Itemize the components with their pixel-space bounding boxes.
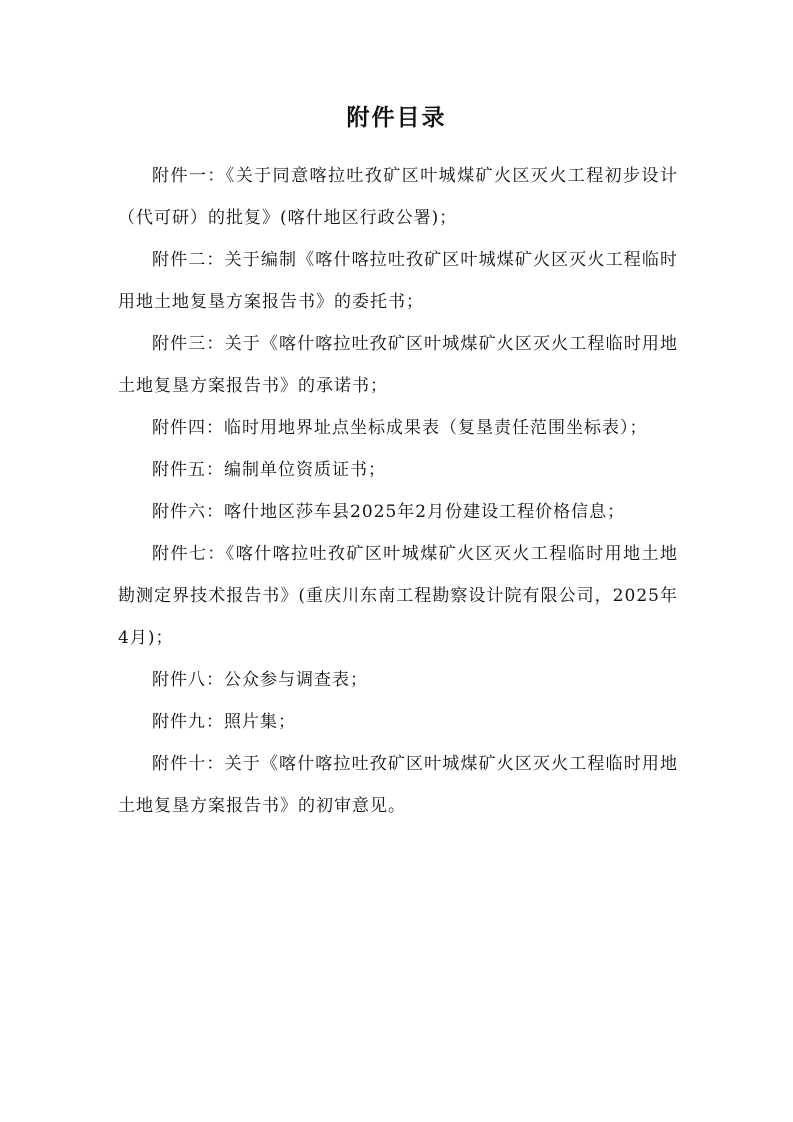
attachment-item-5: 附件五：编制单位资质证书； <box>152 460 386 480</box>
attachment-item-2: 附件二：关于编制《喀什喀拉吐孜矿区叶城煤矿火区灭火工程临时用地土地复垦方案报告书》的委托书； <box>118 250 678 312</box>
attachment-item-7: 附件七：《喀什喀拉吐孜矿区叶城煤矿火区灭火工程临时用地土地勘测定界技术报告书》(重庆川东南工程勘察设计院有限公司，2025年4月)； <box>118 544 678 648</box>
attachment-item-10: 附件十：关于《喀什喀拉吐孜矿区叶城煤矿火区灭火工程临时用地土地复垦方案报告书》的初审意见。 <box>118 754 678 816</box>
page-title: 附件目录 <box>346 104 447 131</box>
attachment-item-1: 附件一：《关于同意喀拉吐孜矿区叶城煤矿火区灭火工程初步设计（代可研）的批复》(喀什地区行政公署)； <box>118 166 678 228</box>
attachment-item-8: 附件八：公众参与调查表； <box>152 670 368 690</box>
attachment-item-9: 附件九：照片集； <box>152 712 296 732</box>
attachment-item-6: 附件六：喀什地区莎车县2025年2月份建设工程价格信息； <box>152 502 626 522</box>
attachment-item-3: 附件三：关于《喀什喀拉吐孜矿区叶城煤矿火区灭火工程临时用地土地复垦方案报告书》的承诺书； <box>118 334 678 396</box>
attachment-item-4: 附件四：临时用地界址点坐标成果表（复垦责任范围坐标表）； <box>152 418 648 438</box>
attachment-list <box>118 155 678 827</box>
